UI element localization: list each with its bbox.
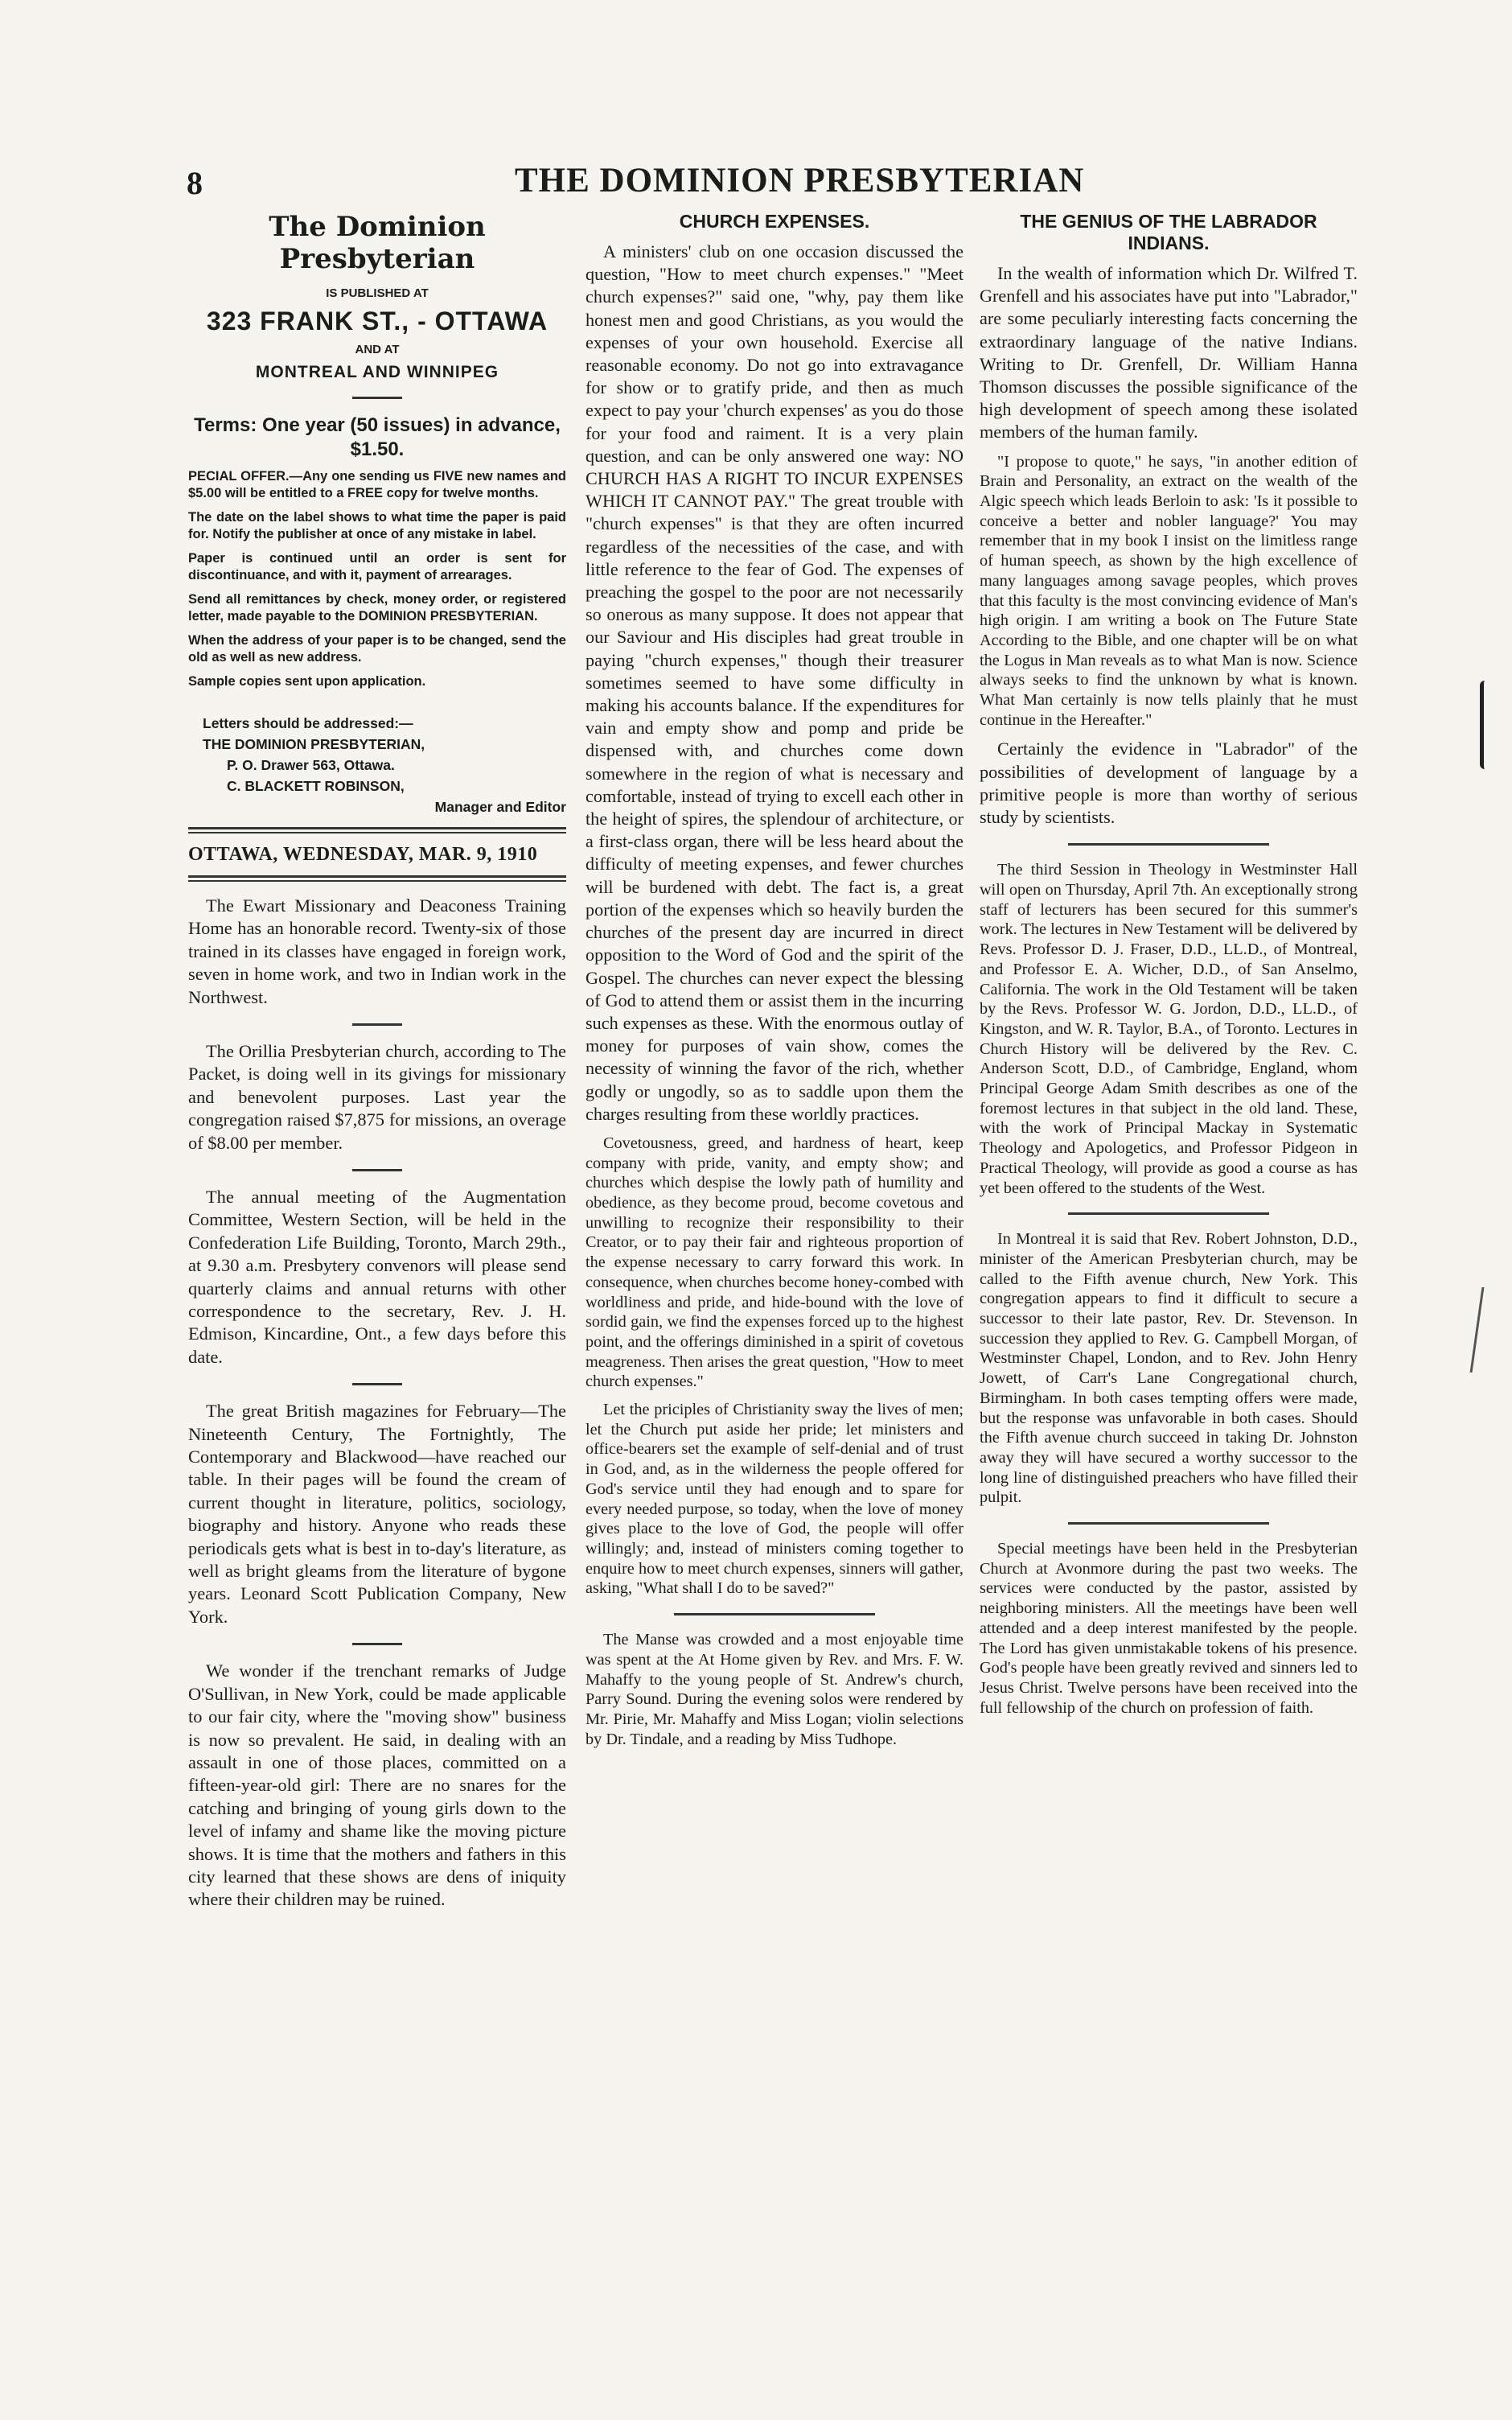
page-number: 8 [187, 165, 203, 201]
letters-line: P. O. Drawer 563, Ottawa. [227, 756, 395, 773]
article-paragraph: In Montreal it is said that Rev. Robert Johnston, D.D., minister of the American Presbyterian church, may be called to the Fifth avenue church, New York. This congregation appears to find it difficult to secure a successor to their late pastor, Rev. Dr. Stevenson. In succession they applied to Rev. G. Campbell Morgan, of Westminster Chapel, London, and to Rev. John Henry Jowett, of Carr's Lane Congregational church, Birmingham. In both cases tempting offers were made, but the response was unfavorable in both cases. Should the Fifth avenue church succeed in taking Dr. Johnston away they will have secured a worthy successor to the long line of distinguished preachers who have filled their pulpit. [980, 1230, 1358, 1507]
published-at: IS PUBLISHED AT [326, 286, 429, 300]
divider [352, 397, 402, 399]
article-paragraph: Covetousness, greed, and hardness of heart, keep company with pride, vanity, and empty show; and churches which despise the lowly path of humility and obedience, as they become proud, become covetous and unwilling to recognize their responsibility to their Creator, or to pay their fair and righteous proportion of the expense necessary to carry forward this work. In consequence, when churches become honey-combed with worldliness and pride, and hide-bound with the love of sordid gain, we find the expenses forced up to the highest point, and the offerings diminished in a spirit of covetous meagreness. Then arises the great question, "How to meet church expenses." [585, 1134, 963, 1391]
article-paragraph: Special meetings have been held in the Presbyterian Church at Avonmore during the past two weeks. The services were conducted by the pastor, assisted by neighboring ministers. All the meetings have been well attended and a deep interest manifested by the people. The Lord has given unmistakable tokens of his presence. God's people have been greatly revived and sinners led to Jesus Christ. Twelve persons have been received into the full fellowship of the church on profession of faith. [980, 1540, 1358, 1717]
article-paragraph: The Orillia Presbyterian church, according to The Packet, is doing well in its givings for missionary and benevolent purposes. Last year the congregation raised $7,875 for missions, an overage of $8.00 per member. [188, 1040, 566, 1153]
publication-title: The Dominion Presbyterian [269, 211, 486, 275]
binding-mark [1480, 681, 1494, 769]
notice-item: When the address of your paper is to be changed, send the old as well as new address. [188, 633, 566, 665]
double-rule [188, 827, 566, 833]
divider [352, 1023, 402, 1026]
article-paragraph: The Ewart Missionary and Deaconess Training Home has an honorable record. Twenty-six of those trained in its classes have engaged in foreign work, seven in home work, and two in Indian work in the Northwest. [188, 895, 566, 1007]
article-heading: CHURCH EXPENSES. [679, 211, 870, 232]
notice-item: PECIAL OFFER.—Any one sending us FIVE new names and $5.00 will be entitled to a FREE copy for twelve months. [188, 469, 566, 500]
double-rule [188, 875, 566, 882]
publication-cities: MONTREAL AND WINNIPEG [255, 363, 499, 381]
publication-address: 323 FRANK ST., - OTTAWA [206, 307, 549, 335]
dateline: OTTAWA, WEDNESDAY, MAR. 9, 1910 [188, 843, 538, 865]
article-paragraph: The Manse was crowded and a most enjoyable time was spent at the At Home given by Rev. and Mrs. F. W. Mahaffy to the young people of St. Andrew's church, Parry Sound. During the evening solos were rendered by Mr. Pirie, Mr. Mahaffy and Miss Logan; violin selections by Dr. Tindale, and a reading by Miss Tudhope. [585, 1631, 963, 1748]
divider [1068, 843, 1269, 846]
letters-line: C. BLACKETT ROBINSON, [227, 777, 405, 794]
article-paragraph: Let the priciples of Christianity sway the lives of men; let the Church put aside her pride; let ministers and office-bearers set the example of self-denial and of trust in God, and, as in the wilderness the people offered for God's service until they had enough and to spare for every needed purpose, so today, when the love of money gives place to the love of God, the people will offer willingly; and, instead of ministers coming together to enquire how to meet church expenses, sinners will gather, asking, "What shall I do to be saved?" [585, 1401, 963, 1598]
letters-line: Manager and Editor [434, 798, 566, 815]
and-at: AND AT [355, 343, 400, 356]
article-paragraph: The annual meeting of the Augmentation Committee, Western Section, will be held in the Confederation Life Building, Toronto, March 29th., at 9.30 a.m. Presbytery convenors will please send quarterly claims and annual returns with other correspondence to the secretary, Rev. J. H. Edmison, Kincardine, Ont., a few days before this date. [188, 1186, 566, 1367]
article-paragraph: The third Session in Theology in Westminster Hall will open on Thursday, April 7th. An exceptionally strong staff of lecturers has been secured for this summer's work. The lectures in New Testament will be delivered by Revs. Professor D. J. Fraser, D.D., LL.D., of Montreal, and Professor E. A. Wicher, D.D., of San Anselmo, California. The work in the Old Testament will be taken by the Revs. Professor W. G. Jordon, D.D., LL.D., of Kingston, and W. R. Taylor, B.A., of Toronto. Lectures in Church History will be delivered by the Rev. C. Anderson Scott, D.D., of Cambridge, England, whom Principal George Adam Smith describes as one of the foremost lectures in that subject in the old land. These, with the work of Principal Mackay in Systematic Theology and Apologetics, and Professor Pidgeon in Practical Theology, will provide as good a course as has yet been offered to the students of the West. [980, 861, 1358, 1197]
letters-line: Letters should be addressed:— [203, 714, 413, 731]
column-middle [585, 211, 963, 1757]
article-paragraph: We wonder if the trenchant remarks of Judge O'Sullivan, in New York, could be made applicable to our fair city, where the "moving show" business is now so prevalent. He said, in dealing with an assault in one of those places, committed on a fifteen-year-old girl: There are no snares for the catching and bringing of young girls down to the level of infamy and shame like the moving picture shows. It is time that the mothers and fathers in this city learned that these shows are dens of iniquity where their children may be ruined. [188, 1661, 566, 1910]
divider [352, 1643, 402, 1645]
article-paragraph: Certainly the evidence in "Labrador" of the possibilities of development of language by a primitive people is more than worthy of serious study by scientists. [980, 739, 1358, 828]
subscription-terms: Terms: One year (50 issues) in advance, $1.50. [194, 414, 561, 460]
divider [1068, 1522, 1269, 1525]
article-paragraph: A ministers' club on one occasion discussed the question, "How to meet church expenses." "Meet church expenses?" said one, "why, pay them like honest men and good Christians, as you would the expenses of your own household. Exercise all reasonable economy. Do not go into extravagance for show or to gratify pride, and then as much expect to pay your 'church expenses' as you do those for your food and raiment. It is a very plain question, and can be only answered one way: NO CHURCH HAS A RIGHT TO INCUR EXPENSES WHICH IT CANNOT PAY." The great trouble with "church expenses" is that they are often incurred regardless of the necessities of the case, and with little reference to the fear of God. The expenses of preaching the gospel to the poor are not necessarily so onerous as many suppose. It does not appear that our Saviour and His disciples had great trouble in paying "church expenses," though their treasurer sometimes seemed to have some difficulty in making his accounts balance. If the expenditures for vain and empty show and pomp and pride be dispensed with, and churches come down somewhere in the region of what is necessary and comfortable, instead of trying to excell each other in the height of spires, the splendour of architecture, or a first-class organ, there will be less heard about the difficulty of meeting expenses, and fewer churches will be burdened with debt. The fact is, a great portion of the expenses which so heavily burden the churches of the present day are incurred in direct opposition to the Word of God and the spirit of the Gospel. The churches can never expect the blessing of God to attend them or assist them in the incurring such expenses as these. With the enormous outlay of money for purposes of vain show, comes the necessity of winning the favor of the rich, whether godly or ungodly, so as to saddle upon them the charges resulting from these worldly practices. [585, 241, 963, 1124]
letters-line: THE DOMINION PRESBYTERIAN, [203, 735, 425, 752]
article-paragraph: The great British magazines for February—The Nineteenth Century, The Fortnightly, The Contemporary and Blackwood—have reached our table. In their pages will be found the cream of current thought in literature, politics, sociology, biography and history. Anyone who reads these periodicals gets what is best in to-day's literature, as well as bright gleams from the literature of bygone years. Leonard Scott Publication Company, New York. [188, 1401, 566, 1627]
divider [1068, 1212, 1269, 1215]
notice-item: Paper is continued until an order is sent for discontinuance, and with it, payment of arrearages. [188, 551, 566, 582]
notice-item: The date on the label shows to what time the paper is paid for. Notify the publisher at once of any mistake in label. [188, 510, 566, 541]
notice-item: Sample copies sent upon application. [188, 674, 426, 689]
article-heading: THE GENIUS OF THE LABRADOR INDIANS. [1020, 211, 1317, 253]
column-right [980, 211, 1358, 1726]
divider [352, 1383, 402, 1385]
letters-address-block [188, 713, 566, 817]
page-edge-mark [1470, 1287, 1509, 1373]
masthead: THE DOMINION PRESBYTERIAN [515, 162, 1085, 200]
article-paragraph: In the wealth of information which Dr. Wilfred T. Grenfell and his associates have put into "Labrador," are some peculiarly interesting facts concerning the extraordinary language of the native Indians. Writing to Dr. Grenfell, Dr. William Hanna Thomson discusses the possible significance of the high development of speech among these isolated members of the human family. [980, 263, 1358, 442]
divider [674, 1613, 875, 1615]
notice-item: Send all remittances by check, money order, or registered letter, made payable to the DOMINION PRESBYTERIAN. [188, 592, 566, 624]
article-paragraph: "I propose to quote," he says, "in another edition of Brain and Personality, an extract on the wealth of the Algic speech which leads Berloin to ask: 'Is it possible to conceive a better and nobler language?' You may remember that in my book I insist on the limitless range of human speech, as shown by the high excellence of many languages among savage peoples, which proves that this faculty is the most convincing evidence of Man's high origin. I am writing a book on The Future State According to the Bible, and one chapter will be on what the Logus in Man reveals as to what Man is now. Science always seeks to find the unknown by what is known. What Man certainly is now tells plainly that he must continue in the Hereafter." [980, 452, 1358, 729]
column-left [188, 211, 566, 1920]
divider [352, 1169, 402, 1171]
